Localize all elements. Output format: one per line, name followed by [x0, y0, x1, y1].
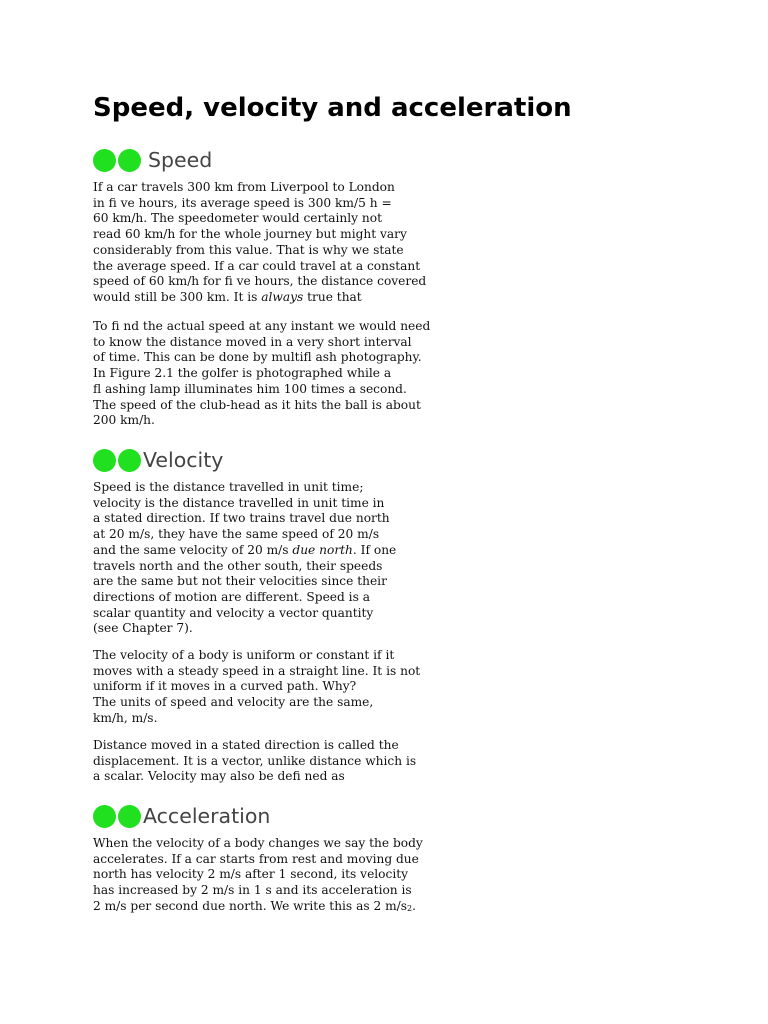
speed-paragraph-2: To fi nd the actual speed at any instant we would need to know the distance moved in a very short interval of time. This can be done by multifl ash photography. In Figure 2.1 the golfer is photographed while a fl ashing lamp illuminates him 100 times a second. The speed of the club-head as it hits the ball is about 200 km/h. — [93, 319, 431, 428]
acceleration-paragraph-1: When the velocity of a body changes we say the body accelerates. If a car starts from rest and moving due north has velocity 2 m/s after 1 second, its velocity has increased by 2 m/s in 1 s and its acceleration is 2 m/s per second due north. We write this as 2 $m/s_2$. — [93, 836, 423, 913]
bullet-dot-icon — [118, 805, 141, 828]
bullet-dot-icon — [93, 149, 116, 172]
acceleration-heading — [93, 801, 270, 831]
velocity-paragraph-2: The velocity of a body is uniform or constant if it moves with a steady speed in a straight line. It is not uniform if it moves in a curved path. Why? The units of speed and velocity are the same, km/h, m/s. — [93, 648, 421, 725]
speed-heading — [93, 145, 212, 175]
page-title: Speed, velocity and acceleration — [93, 93, 572, 123]
speed-paragraph-1: If a car travels 300 km from Liverpool to London in fi ve hours, its average speed is 300 km/5 h = 60 km/h. The speedometer would certainly not read 60 km/h for the whole journey but might vary considerably from this value. That is why we state the average speed. If a car could travel at a constant speed of 60 km/h for fi ve hours, the distance covered would still be 300 km. It is always true that — [93, 180, 427, 304]
bullet-dot-icon — [118, 449, 141, 472]
bullet-dot-icon — [93, 805, 116, 828]
acceleration-heading-text: Acceleration — [143, 804, 271, 828]
velocity-heading-text: Velocity — [143, 448, 224, 472]
velocity-paragraph-3: Distance moved in a stated direction is called the displacement. It is a vector, unlike distance which is a scalar. Velocity may also be defi ned as — [93, 738, 417, 784]
velocity-paragraph-1: Speed is the distance travelled in unit time; velocity is the distance travelled in unit time in a stated direction. If two trains travel due north at 20 m/s, they have the same speed of 20 m/s and the same velocity of 20 m/s due north. If one travels north and the other south, their speeds are the same but not their velocities since their directions of motion are different. Speed is a scalar quantity and velocity a vector quantity (see Chapter 7). — [93, 480, 397, 636]
speed-heading-text: Speed — [148, 148, 213, 172]
velocity-heading — [93, 445, 223, 475]
bullet-dot-icon — [118, 149, 141, 172]
bullet-dot-icon — [93, 449, 116, 472]
